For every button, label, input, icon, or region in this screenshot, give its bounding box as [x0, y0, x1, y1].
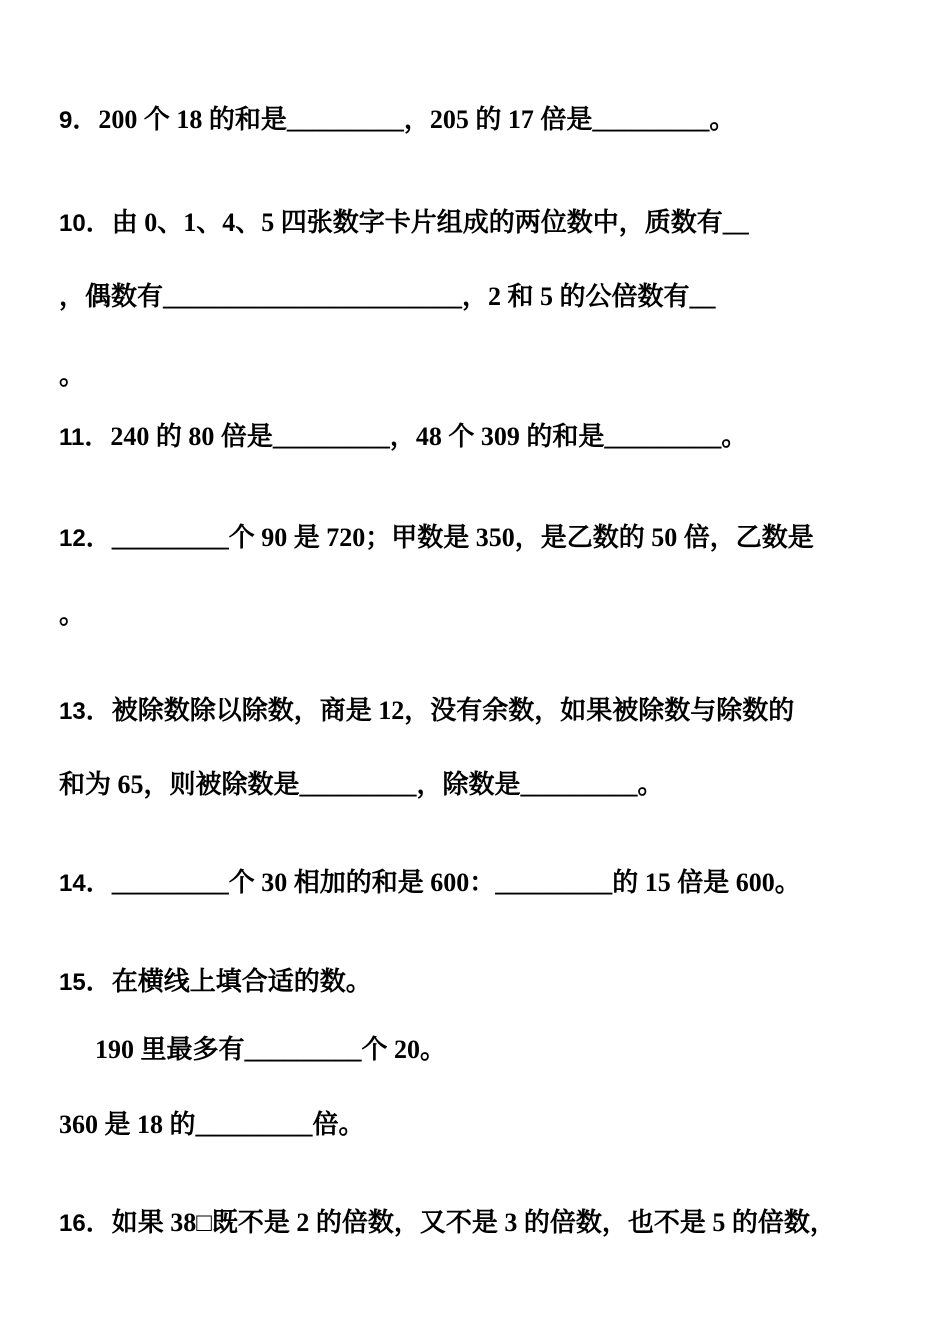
- question-15-sub-2: 360 是 18 的_________倍。: [59, 1110, 365, 1139]
- question-13-line-1: [59, 695, 794, 728]
- question-number: 13: [59, 698, 86, 725]
- question-10-line-2: ，偶数有_______________________，2 和 5 的公倍数有__: [59, 282, 716, 311]
- question-14: [59, 867, 801, 900]
- question-15-sub-1: 190 里最多有_________个 20。: [95, 1035, 447, 1064]
- question-number: 16: [59, 1210, 86, 1237]
- question-text: ．_________个 90 是 720；甲数是 350，是乙数的 50 倍，乙数是: [85, 523, 814, 552]
- question-text: ．240 的 80 倍是_________，48 个 309 的和是_________。: [84, 422, 748, 451]
- question-15-line-1: [59, 966, 372, 999]
- question-number: 10: [59, 210, 86, 237]
- question-13-line-2: 和为 65，则被除数是_________，除数是_________。: [59, 770, 664, 799]
- question-10-line-3: 。: [59, 361, 86, 390]
- question-number: 9: [59, 107, 73, 134]
- question-12-line-2: 。: [59, 600, 86, 629]
- question-text: ．由 0、1、4、5 四张数字卡片组成的两位数中，质数有__: [85, 208, 749, 237]
- question-number: 15: [59, 969, 86, 996]
- question-10-line-1: [59, 207, 749, 240]
- question-9: [59, 104, 735, 137]
- question-text: ．在横线上填合适的数。: [85, 967, 372, 996]
- question-12-line-1: [59, 522, 814, 555]
- question-number: 12: [59, 525, 86, 552]
- question-text: ．如果 38□既不是 2 的倍数，又不是 3 的倍数，也不是 5 的倍数，: [85, 1208, 836, 1237]
- question-text: ．_________个 30 相加的和是 600：_________的 15 倍是 600。: [85, 868, 801, 897]
- question-number: 14: [59, 870, 86, 897]
- question-text: ．被除数除以除数，商是 12，没有余数，如果被除数与除数的: [85, 696, 795, 725]
- question-11: [59, 421, 747, 454]
- question-text: ．200 个 18 的和是_________，205 的 17 倍是_________。: [72, 105, 736, 134]
- question-16-line-1: [59, 1207, 836, 1240]
- question-number: 11: [59, 424, 85, 451]
